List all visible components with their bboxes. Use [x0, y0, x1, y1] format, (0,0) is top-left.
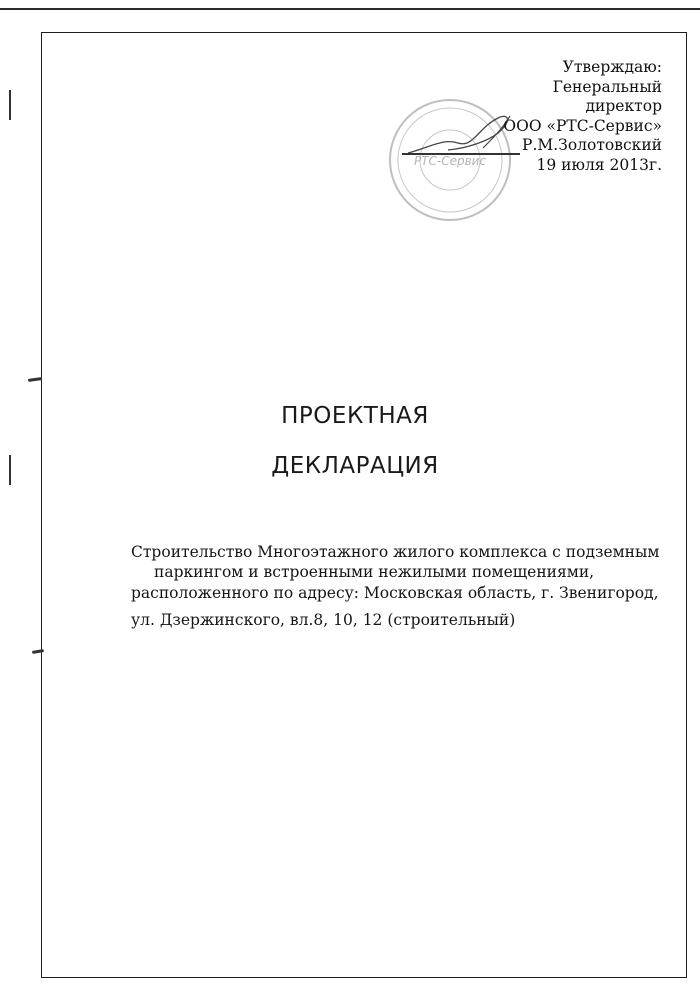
approval-signer-name: Р.М.Золотовский — [522, 136, 662, 154]
description-line: паркингом и встроенными нежилыми помещениями, — [154, 563, 595, 581]
description-line: ул. Дзержинского, вл.8, 10, 12 (строительный) — [131, 611, 516, 629]
scan-top-border — [0, 8, 700, 10]
approval-position-2: директор — [585, 97, 662, 115]
approval-heading: Утверждаю: — [562, 58, 662, 76]
approval-company: ООО «РТС-Сервис» — [503, 116, 662, 135]
binder-hole-mark — [28, 377, 42, 382]
signature-line — [402, 153, 520, 155]
signature — [398, 108, 518, 168]
document-title-line-2: ДЕКЛАРАЦИЯ — [271, 453, 439, 479]
document-title-line-1: ПРОЕКТНАЯ — [281, 403, 429, 429]
description-line: Строительство Многоэтажного жилого комплекса с подземным — [131, 543, 660, 561]
binder-hole-mark — [9, 90, 11, 120]
binder-hole-mark — [9, 455, 11, 485]
approval-block — [503, 58, 662, 175]
approval-position: Генеральный — [552, 77, 662, 96]
description-line: расположенного по адресу: Московская область, г. Звенигород, — [131, 584, 659, 602]
stamp-text: РТС-Сервис — [413, 154, 487, 168]
approval-date: 19 июля 2013г. — [536, 155, 662, 174]
